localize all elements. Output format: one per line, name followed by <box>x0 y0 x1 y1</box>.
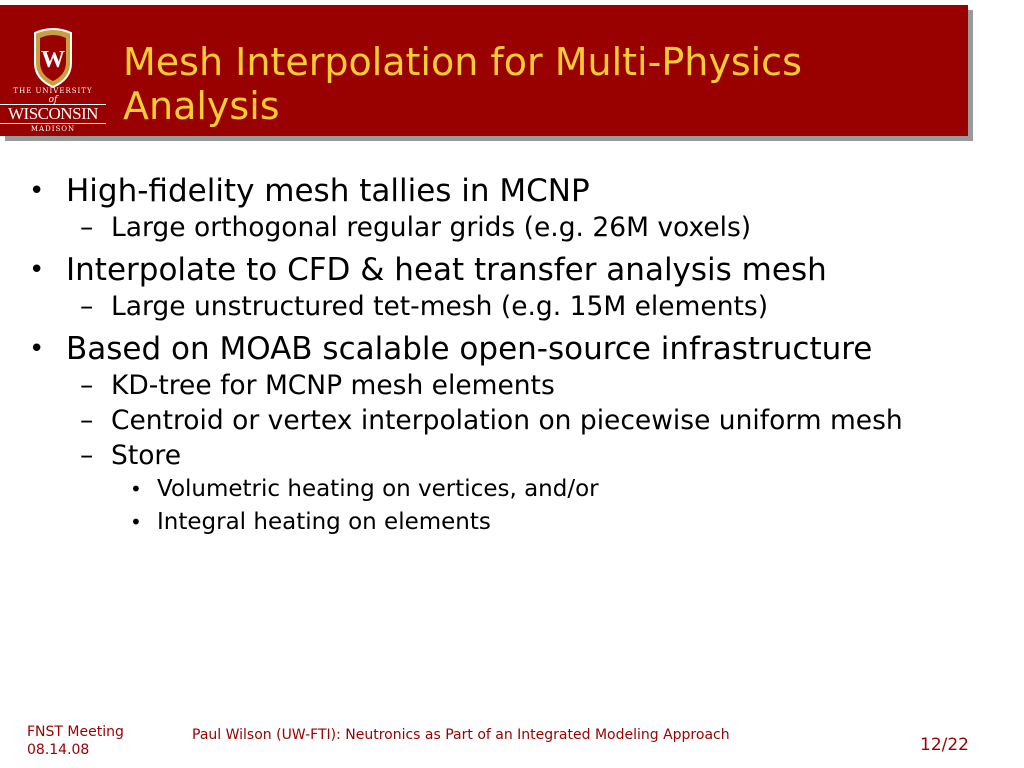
page-number: 12/22 <box>920 735 969 755</box>
sub-sub-bullet-text: Volumetric heating on vertices, and/or <box>157 476 599 502</box>
bullet-text: Based on MOAB scalable open-source infrastructure <box>66 331 873 367</box>
bullet-marker: • <box>29 334 45 364</box>
bullet-text: Interpolate to CFD & heat transfer analysis mesh <box>66 252 827 288</box>
uw-madison-logo <box>0 27 110 137</box>
sub-sub-bullet-text: Integral heating on elements <box>157 509 491 535</box>
sub-bullet-item <box>0 212 1010 243</box>
footer-date: 08.14.08 <box>27 742 90 758</box>
sub-bullet-text: Store <box>111 440 182 471</box>
bullet-item <box>0 332 1010 366</box>
slide-title-line1: Mesh Interpolation for Multi-Physics <box>123 40 802 84</box>
bullet-marker: • <box>29 176 45 206</box>
sub-sub-bullet-item <box>0 474 1010 504</box>
title-banner <box>0 5 968 136</box>
sub-bullet-text: Centroid or vertex interpolation on piecewise uniform mesh <box>111 405 903 436</box>
logo-bottom-text: MADISON <box>30 125 76 133</box>
logo-name-text: WISCONSIN <box>0 104 106 124</box>
bullet-text: High-fidelity mesh tallies in MCNP <box>66 173 590 209</box>
sub-bullet-text: Large unstructured tet-mesh (e.g. 15M elements) <box>111 291 769 322</box>
dash-marker: – <box>80 440 94 471</box>
dash-marker: – <box>80 405 94 436</box>
crest-letter: W <box>41 47 65 73</box>
sub-bullet-text: KD-tree for MCNP mesh elements <box>111 370 555 401</box>
slide-body <box>0 172 1010 537</box>
footer-meeting-name: FNST Meeting <box>27 724 124 740</box>
footer-meeting <box>27 723 124 759</box>
sub-bullet-item <box>0 405 1010 436</box>
footer-presenter: Paul Wilson (UW-FTI): Neutronics as Part of an Integrated Modeling Approach <box>192 727 730 743</box>
sub-bullet-text: Large orthogonal regular grids (e.g. 26M voxels) <box>111 212 752 243</box>
bullet-marker: • <box>130 477 142 501</box>
sub-bullet-item <box>0 440 1010 471</box>
logo-of-text: of <box>48 95 58 105</box>
bullet-item <box>0 174 1010 208</box>
dash-marker: – <box>80 370 94 401</box>
dash-marker: – <box>80 212 94 243</box>
sub-sub-bullet-item <box>0 507 1010 537</box>
logo-top-text: THE UNIVERSITY <box>13 87 93 95</box>
sub-bullet-item <box>0 370 1010 401</box>
sub-bullet-item <box>0 291 1010 322</box>
slide-title <box>123 40 963 128</box>
bullet-item <box>0 253 1010 287</box>
bullet-marker: • <box>130 510 142 534</box>
dash-marker: – <box>80 291 94 322</box>
crest-icon <box>31 27 75 89</box>
bullet-marker: • <box>29 255 45 285</box>
slide-title-line2: Analysis <box>123 84 280 128</box>
